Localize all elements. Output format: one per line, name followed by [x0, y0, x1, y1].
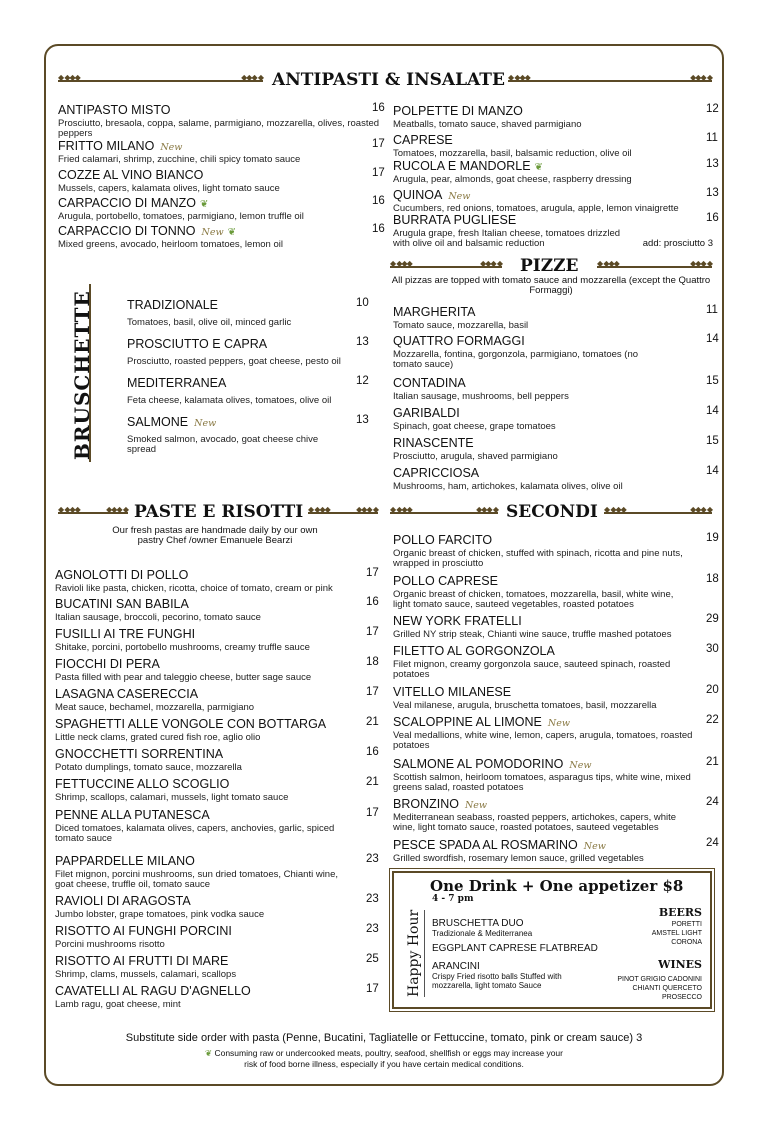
divider [58, 512, 128, 514]
menu-item [55, 892, 379, 920]
item-price: 20 [706, 684, 719, 696]
item-description: Fried calamari, shrimp, zucchine, chili spicy tomato sauce [58, 154, 301, 165]
pizze-subtitle: All pizzas are topped with tomato sauce and mozzarella (except the Quattro Formaggi) [391, 275, 711, 296]
item-price: 15 [706, 435, 719, 447]
item-price: 30 [706, 643, 719, 655]
menu-item [127, 296, 369, 328]
menu-item [393, 612, 719, 640]
item-price: 24 [706, 796, 719, 808]
antipasti-title: ANTIPASTI & INSALATE [272, 70, 505, 90]
menu-item [58, 222, 385, 250]
new-badge: New [448, 191, 471, 202]
item-price: 16 [366, 746, 379, 758]
menu-item [55, 852, 379, 890]
menu-item [127, 374, 369, 406]
menu-item [55, 685, 379, 713]
item-name: FIOCCHI DI PERA [55, 657, 160, 671]
item-name: MEDITERRANEA [127, 376, 227, 390]
item-name: QUINOA [393, 188, 443, 202]
item-name: BURRATA PUGLIESE [393, 213, 517, 227]
divider [604, 512, 712, 514]
item-description: Arugula, pear, almonds, goat cheese, raspberry dressing [393, 174, 632, 185]
menu-item [55, 922, 379, 950]
item-description: Mediterranean seabass, roasted peppers, artichokes, capers, white wine, light tomato sauce, roasted potatoes, sauteed vegetables [393, 812, 677, 833]
item-description: Italian sausage, broccoli, pecorino, tomato sauce [55, 612, 261, 623]
item-name: PROSCIUTTO E CAPRA [127, 337, 268, 351]
item-price: 22 [706, 714, 719, 726]
item-name: CAPRICCIOSA [393, 466, 480, 480]
divider [390, 512, 498, 514]
item-description: Ravioli like pasta, chicken, ricotta, choice of tomato, cream or pink [55, 583, 333, 594]
item-name: GNOCCHETTI SORRENTINA [55, 747, 224, 761]
item-price: 11 [706, 132, 718, 144]
item-description: Mussels, capers, kalamata olives, light tomato sauce [58, 183, 280, 194]
item-name: CAPRESE [393, 133, 453, 147]
menu-item [393, 434, 719, 462]
item-description: Veal milanese, arugula, bruschetta tomatoes, basil, mozzarella [393, 700, 657, 711]
menu-item [55, 595, 379, 623]
item-description: Filet mignon, porcini mushrooms, sun dried tomatoes, Chianti wine, goat cheese, truffle oil, tomato sauce [55, 869, 339, 890]
happy-hour-title: One Drink + One appetizer $8 [430, 877, 684, 895]
menu-item [393, 102, 719, 130]
item-name: GARIBALDI [393, 406, 460, 420]
divider [308, 512, 378, 514]
item-price: 13 [356, 336, 369, 348]
item-description: Mushrooms, ham, artichokes, kalamata olives, olive oil [393, 481, 623, 492]
substitute-note: Substitute side order with pasta (Penne, Bucatini, Tagliatelle or Fettuccine, tomato, pink or cream sauce) 3 [125, 1032, 643, 1044]
item-name: SALMONE AL POMODORINO [393, 757, 564, 771]
menu-item [58, 101, 385, 139]
item-description: Mozzarella, fontina, gorgonzola, parmigiano, tomatoes (no tomato sauce) [393, 349, 639, 370]
item-name: FRITTO MILANO [58, 139, 155, 153]
item-name: SALMONE [127, 415, 189, 429]
item-price: 17 [366, 807, 379, 819]
menu-item [127, 413, 369, 455]
item-name: RINASCENTE [393, 436, 474, 450]
item-description: Arugula, portobello, tomatoes, parmigiano, lemon truffle oil [58, 211, 304, 222]
item-price: 16 [366, 596, 379, 608]
hh-item: BRUSCHETTA DUO Tradizionale & Mediterranea [432, 918, 533, 938]
new-badge: New [464, 800, 488, 811]
menu-item [393, 795, 719, 833]
item-price: 23 [366, 893, 379, 905]
secondi-title: SECONDI [506, 502, 598, 522]
item-description: Jumbo lobster, grape tomatoes, pink vodka sauce [55, 909, 265, 920]
item-description: Grilled NY strip steak, Chianti wine sauce, truffle mashed potatoes [393, 629, 672, 640]
menu-item [55, 715, 379, 743]
item-name: CARPACCIO DI TONNO [58, 224, 196, 238]
item-description: Veal medallions, white wine, lemon, capers, arugula, tomatoes, roasted potatoes [393, 730, 693, 751]
item-price: 14 [706, 465, 719, 477]
item-name: FUSILLI AI TRE FUNGHI [55, 627, 196, 641]
item-description: Shrimp, scallops, calamari, mussels, light tomato sauce [55, 792, 289, 803]
item-description: Meatballs, tomato sauce, shaved parmigiano [393, 119, 582, 130]
item-name: POLPETTE DI MANZO [393, 104, 523, 118]
item-price: 21 [366, 716, 379, 728]
item-price: 10 [356, 297, 369, 309]
pizze-title: PIZZE [520, 256, 579, 276]
menu-item [55, 655, 379, 683]
item-description: Little neck clams, grated cured fish roe, aglio olio [55, 732, 261, 743]
wines-list: PINOT GRIGIO CADONINI CHIANTI QUERCETO PROSECCO [617, 976, 702, 1001]
item-price: 17 [366, 626, 379, 638]
menu-item [393, 572, 719, 610]
item-description: Organic breast of chicken, stuffed with spinach, ricotta and pine nuts, wrapped in prosciutto [393, 548, 683, 569]
menu-item [393, 211, 719, 249]
menu-item [55, 982, 379, 1010]
wines-title: WINES [658, 958, 702, 971]
item-description: Shitake, porcini, portobello mushrooms, creamy truffle sauce [55, 642, 310, 653]
menu-item [58, 194, 385, 222]
new-badge: New [583, 841, 606, 852]
beers-list: PORETTI AMSTEL LIGHT CORONA [651, 921, 702, 946]
item-description: Pasta filled with pear and taleggio cheese, butter sage sauce [55, 672, 312, 683]
item-name: PENNE ALLA PUTANESCA [55, 808, 210, 822]
menu-item [393, 836, 719, 864]
item-price: 29 [706, 613, 719, 625]
happy-hour-hours: 4 - 7 pm [432, 894, 474, 904]
item-price: 17 [372, 138, 385, 150]
item-description: Scottish salmon, heirloom tomatoes, asparagus tips, white wine, mixed greens salad, roasted potatoes [393, 772, 691, 793]
item-price: 19 [706, 532, 719, 544]
item-name: BRONZINO [393, 797, 459, 811]
item-name: TRADIZIONALE [127, 298, 218, 312]
menu-item [55, 566, 379, 594]
item-description: Grilled swordfish, rosemary lemon sauce, grilled vegetables [393, 853, 644, 864]
divider [508, 80, 712, 82]
item-price: 13 [706, 187, 719, 199]
item-name: PESCE SPADA AL ROSMARINO [393, 838, 578, 852]
menu-item [393, 131, 718, 159]
item-price: 12 [356, 375, 369, 387]
item-price: 18 [366, 656, 379, 668]
item-addon: add: prosciutto 3 [642, 238, 713, 249]
item-description: Potato dumplings, tomato sauce, mozzarella [55, 762, 242, 773]
new-badge: New [547, 718, 570, 729]
item-price: 17 [366, 567, 379, 579]
item-description: Meat sauce, bechamel, mozzarella, parmigiano [55, 702, 255, 713]
item-price: 13 [356, 414, 369, 426]
new-badge: New [194, 418, 217, 429]
item-price: 17 [366, 983, 379, 995]
item-name: SCALOPPINE AL LIMONE [393, 715, 542, 729]
divider [58, 80, 263, 82]
item-description: Tomatoes, mozzarella, basil, balsamic reduction, olive oil [393, 148, 632, 159]
menu-item [58, 137, 385, 165]
menu-item [393, 303, 718, 331]
item-price: 24 [706, 837, 719, 849]
menu-item [55, 952, 379, 980]
leaf-icon: ❦ [199, 199, 209, 210]
item-name: RAVIOLI DI ARAGOSTA [55, 894, 191, 908]
menu-item [393, 755, 719, 793]
menu-item [393, 464, 719, 492]
divider [390, 266, 502, 268]
happy-hour-label: Happy Hour [406, 910, 425, 997]
item-description: Organic breast of chicken, tomatoes, mozzarella, basil, white wine, light tomato sauce, sauteed vegetables, roasted potatoes [393, 589, 674, 610]
menu-item [55, 806, 379, 844]
item-description: Spinach, goat cheese, grape tomatoes [393, 421, 556, 432]
item-name: RUCOLA E MANDORLE [393, 159, 531, 173]
menu-item [393, 404, 719, 432]
item-price: 16 [372, 195, 385, 207]
item-name: POLLO FARCITO [393, 533, 493, 547]
bruschette-title: BRUSCHETTE [70, 290, 94, 460]
item-name: COZZE AL VINO BIANCO [58, 168, 204, 182]
divider [597, 266, 712, 268]
menu-item [393, 683, 719, 711]
item-name: VITELLO MILANESE [393, 685, 512, 699]
item-description: Tomatoes, basil, olive oil, minced garlic [127, 317, 292, 328]
menu-item [55, 775, 379, 803]
leaf-icon: ❦ [534, 162, 543, 173]
item-description: Prosciutto, bresaola, coppa, salame, parmigiano, mozzarella, olives, roasted peppers [58, 118, 380, 139]
item-description: Prosciutto, roasted peppers, goat cheese, pesto oil [127, 356, 341, 367]
item-description: Smoked salmon, avocado, goat cheese chive spread [127, 434, 319, 455]
paste-subtitle: Our fresh pastas are handmade daily by our own pastry Chef /owner Emanuele Bearzi [112, 525, 318, 546]
happy-hour-box [392, 871, 712, 1009]
item-price: 23 [366, 923, 379, 935]
item-name: AGNOLOTTI DI POLLO [55, 568, 189, 582]
item-price: 17 [372, 167, 385, 179]
item-price: 17 [366, 686, 379, 698]
item-name: POLLO CAPRESE [393, 574, 498, 588]
item-description: Cucumbers, red onions, tomatoes, arugula, apple, lemon vinaigrette [393, 203, 679, 214]
item-description: Italian sausage, mushrooms, bell peppers [393, 391, 569, 402]
hh-item: EGGPLANT CAPRESE FLATBREAD [432, 943, 598, 954]
menu-item [393, 642, 719, 680]
menu-item [393, 332, 719, 370]
menu-item [127, 335, 369, 367]
item-price: 25 [366, 953, 379, 965]
item-price: 16 [706, 212, 719, 224]
menu-item [393, 186, 719, 214]
menu-item [393, 713, 719, 751]
menu-item [55, 745, 379, 773]
item-name: CONTADINA [393, 376, 466, 390]
item-price: 23 [366, 853, 379, 865]
item-price: 21 [366, 776, 379, 788]
item-description: Diced tomatoes, kalamata olives, capers, anchovies, garlic, spiced tomato sauce [55, 823, 335, 844]
item-price: 12 [706, 103, 719, 115]
item-name: BUCATINI SAN BABILA [55, 597, 189, 611]
item-price: 14 [706, 405, 719, 417]
leaf-icon: ❦ [227, 227, 236, 238]
item-price: 11 [706, 304, 718, 316]
item-name: LASAGNA CASERECCIA [55, 687, 199, 701]
item-description: Mixed greens, avocado, heirloom tomatoes, lemon oil [58, 239, 283, 250]
item-price: 18 [706, 573, 719, 585]
item-description: Porcini mushrooms risotto [55, 939, 165, 950]
item-name: RISOTTO AI FRUTTI DI MARE [55, 954, 229, 968]
item-description: Filet mignon, creamy gorgonzola sauce, sauteed spinach, roasted potatoes [393, 659, 671, 680]
item-description: Lamb ragu, goat cheese, mint [55, 999, 181, 1010]
menu-item [393, 531, 719, 569]
item-price: 14 [706, 333, 719, 345]
item-name: QUATTRO FORMAGGI [393, 334, 525, 348]
item-name: SPAGHETTI ALLE VONGOLE CON BOTTARGA [55, 717, 327, 731]
menu-item [58, 166, 385, 194]
item-name: CAVATELLI AL RAGU D'AGNELLO [55, 984, 251, 998]
item-name: MARGHERITA [393, 305, 476, 319]
item-name: RISOTTO AI FUNGHI PORCINI [55, 924, 232, 938]
item-price: 13 [706, 158, 719, 170]
menu-item [393, 157, 719, 185]
new-badge: New [569, 760, 592, 771]
new-badge: New [160, 142, 183, 153]
item-name: PAPPARDELLE MILANO [55, 854, 195, 868]
item-price: 16 [372, 223, 385, 235]
item-description: Arugula grape, fresh Italian cheese, tomatoes drizzled with olive oil and balsamic reduction [393, 228, 621, 249]
item-price: 21 [706, 756, 719, 768]
item-name: NEW YORK FRATELLI [393, 614, 522, 628]
menu-item [393, 374, 719, 402]
item-price: 16 [372, 102, 385, 114]
item-name: FILETTO AL GORGONZOLA [393, 644, 555, 658]
hh-item: ARANCINI Crispy Fried risotto balls Stuffed with mozzarella, light tomato Sauce [432, 961, 562, 990]
item-description: Prosciutto, arugula, shaved parmigiano [393, 451, 558, 462]
new-badge: New [201, 227, 224, 238]
health-warning: ❦ Consuming raw or undercooked meats, poultry, seafood, shellfish or eggs may increase your risk of food borne illness, especially if you have certain medical conditions. [204, 1048, 563, 1069]
item-price: 15 [706, 375, 719, 387]
item-description: Tomato sauce, mozzarella, basil [393, 320, 529, 331]
item-description: Shrimp, clams, mussels, calamari, scallops [55, 969, 237, 980]
paste-title: PASTE E RISOTTI [134, 502, 304, 522]
menu-item [55, 625, 379, 653]
item-name: CARPACCIO DI MANZO [58, 196, 196, 210]
item-description: Feta cheese, kalamata olives, tomatoes, olive oil [127, 395, 332, 406]
beers-title: BEERS [658, 906, 702, 919]
item-name: FETTUCCINE ALLO SCOGLIO [55, 777, 230, 791]
item-name: ANTIPASTO MISTO [58, 103, 171, 117]
leaf-icon: ❦ [204, 1048, 215, 1058]
